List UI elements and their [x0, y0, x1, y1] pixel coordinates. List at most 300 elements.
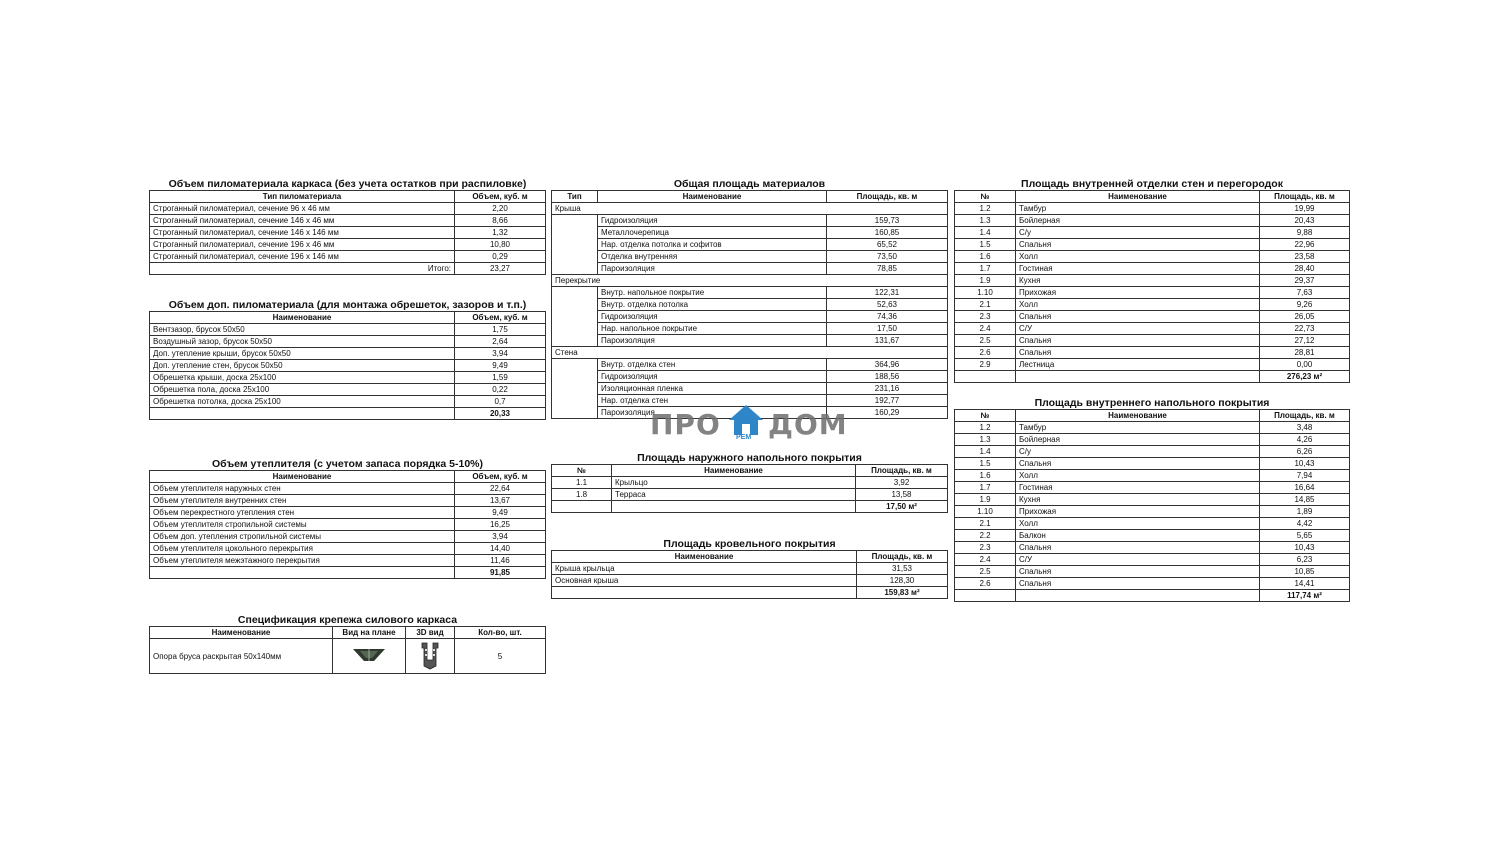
walls-section	[954, 178, 1350, 383]
col-header: Площадь, кв. м	[856, 465, 948, 477]
table-cell	[552, 335, 598, 347]
table-cell: 7,63	[1260, 287, 1350, 299]
table-cell: Внутр. отделка потолка	[598, 299, 827, 311]
table-cell: 7,94	[1260, 470, 1350, 482]
table-cell: Объем доп. утепления стропильной системы	[150, 531, 455, 543]
table-cell: Кухня	[1016, 275, 1260, 287]
table-cell	[552, 395, 598, 407]
table-cell: Объем перекрестного утепления стен	[150, 507, 455, 519]
table-cell: 13,67	[455, 495, 546, 507]
table-cell: 23,58	[1260, 251, 1350, 263]
table-cell: 1.2	[955, 203, 1016, 215]
logo-subtext: РЕМ	[736, 434, 752, 441]
table-row	[955, 578, 1350, 590]
extra-lumber-title: Объем доп. пиломатериала (для монтажа обрешеток, зазоров и т.п.)	[168, 299, 527, 311]
extra-lumber-table	[149, 311, 546, 420]
table-cell: 1,75	[455, 324, 546, 336]
outer-floor-title: Площадь наружного напольного покрытия	[637, 452, 862, 464]
table-row	[955, 287, 1350, 299]
table-cell: Крыша крыльца	[552, 563, 857, 575]
total-row	[150, 567, 546, 579]
table-cell: С/У	[1016, 554, 1260, 566]
total-row	[955, 590, 1350, 602]
col-header: Площадь, кв. м	[857, 551, 948, 563]
table-cell: С/У	[1016, 323, 1260, 335]
table-cell	[827, 347, 948, 359]
table-cell: 1,59	[455, 372, 546, 384]
table-cell: 9,49	[455, 360, 546, 372]
table-cell	[598, 347, 827, 359]
table-row	[955, 227, 1350, 239]
table-cell: 2.3	[955, 311, 1016, 323]
table-row	[150, 555, 546, 567]
table-cell	[150, 408, 455, 420]
extra-lumber-section	[149, 299, 546, 420]
table-row	[150, 324, 546, 336]
table-cell: Металлочерепица	[598, 227, 827, 239]
table-cell: 1.9	[955, 275, 1016, 287]
house-icon	[728, 404, 764, 436]
table-cell: Спальня	[1016, 239, 1260, 251]
table-cell: 2,64	[455, 336, 546, 348]
table-cell	[552, 215, 598, 227]
bracket-plan-icon	[333, 639, 406, 674]
table-row	[955, 323, 1350, 335]
table-cell: 19,99	[1260, 203, 1350, 215]
table-cell: 117,74 м²	[1260, 590, 1350, 602]
table-cell: 2.6	[955, 347, 1016, 359]
table-cell: Основная крыша	[552, 575, 857, 587]
table-cell: 2.5	[955, 566, 1016, 578]
table-cell: Спальня	[1016, 542, 1260, 554]
table-row	[955, 263, 1350, 275]
table-cell: 28,40	[1260, 263, 1350, 275]
table-cell	[552, 287, 598, 299]
table-row	[150, 360, 546, 372]
table-cell: Пароизоляция	[598, 263, 827, 275]
table-cell: 8,66	[455, 215, 546, 227]
table-cell	[552, 359, 598, 371]
table-row	[150, 483, 546, 495]
col-header: Наименование	[598, 191, 827, 203]
table-row	[150, 215, 546, 227]
table-cell: 1.5	[955, 239, 1016, 251]
table-cell: 2.4	[955, 323, 1016, 335]
table-row	[552, 227, 948, 239]
col-header: Наименование	[612, 465, 856, 477]
walls-title: Площадь внутренней отделки стен и перегородок	[1021, 178, 1283, 190]
table-cell: Крыльцо	[612, 477, 856, 489]
table-cell: 1.7	[955, 482, 1016, 494]
table-row	[150, 227, 546, 239]
table-cell: 2.5	[955, 335, 1016, 347]
table-row	[955, 506, 1350, 518]
table-cell	[552, 227, 598, 239]
logo-text-right: ДОМ	[768, 408, 848, 441]
table-cell	[552, 407, 598, 419]
table-row	[955, 299, 1350, 311]
table-cell: 26,05	[1260, 311, 1350, 323]
table-row	[955, 335, 1350, 347]
table-row	[552, 299, 948, 311]
table-row	[955, 542, 1350, 554]
table-cell: 14,41	[1260, 578, 1350, 590]
table-row	[955, 239, 1350, 251]
table-cell: 23,27	[455, 263, 546, 275]
table-cell: Строганный пиломатериал, сечение 196 х 46 мм	[150, 239, 455, 251]
table-cell: Гидроизоляция	[598, 311, 827, 323]
table-cell: 1.4	[955, 227, 1016, 239]
lumber-title: Объем пиломатериала каркаса (без учета остатков при распиловке)	[168, 178, 527, 190]
table-row	[955, 470, 1350, 482]
lumber-table	[149, 190, 546, 275]
table-cell: 1.7	[955, 263, 1016, 275]
col-header: Вид на плане	[333, 627, 406, 639]
table-row	[150, 336, 546, 348]
table-cell	[552, 299, 598, 311]
table-row	[552, 323, 948, 335]
table-cell: 159,73	[827, 215, 948, 227]
table-cell: 131,67	[827, 335, 948, 347]
insulation-table	[149, 470, 546, 579]
table-cell	[552, 311, 598, 323]
table-row	[150, 372, 546, 384]
table-cell: Воздушный зазор, брусок 50х50	[150, 336, 455, 348]
inner-floor-section	[954, 397, 1350, 602]
table-cell: С/у	[1016, 446, 1260, 458]
roof-table	[551, 550, 948, 599]
table-cell: 17,50 м²	[856, 501, 948, 513]
col-header: Объем, куб. м	[455, 471, 546, 483]
logo-text-left: ПРО	[650, 408, 721, 441]
table-row	[552, 575, 948, 587]
table-row	[150, 495, 546, 507]
table-row	[150, 239, 546, 251]
table-cell: 2.3	[955, 542, 1016, 554]
table-cell: Холл	[1016, 470, 1260, 482]
table-cell: Прихожая	[1016, 287, 1260, 299]
table-row	[552, 311, 948, 323]
table-cell: 3,94	[455, 531, 546, 543]
table-cell: 17,50	[827, 323, 948, 335]
table-cell: 65,52	[827, 239, 948, 251]
table-cell: 4,42	[1260, 518, 1350, 530]
table-cell: Спальня	[1016, 347, 1260, 359]
table-row	[955, 530, 1350, 542]
total-row	[150, 263, 546, 275]
roof-title: Площадь кровельного покрытия	[663, 538, 836, 550]
table-row	[955, 482, 1350, 494]
table-cell: 1.5	[955, 458, 1016, 470]
outer-floor-section	[551, 452, 948, 513]
col-header: Объем, куб. м	[455, 191, 546, 203]
table-row	[552, 359, 948, 371]
table-cell: Гидроизоляция	[598, 371, 827, 383]
table-cell: Обрешетка крыши, доска 25х100	[150, 372, 455, 384]
table-cell: Тамбур	[1016, 422, 1260, 434]
table-cell: Терраса	[612, 489, 856, 501]
table-row	[150, 507, 546, 519]
table-cell: 3,94	[455, 348, 546, 360]
table-row	[552, 263, 948, 275]
table-cell: 1.2	[955, 422, 1016, 434]
materials-section	[551, 178, 948, 419]
fasteners-table	[149, 626, 546, 674]
table-row	[150, 531, 546, 543]
table-cell: 10,85	[1260, 566, 1350, 578]
walls-table	[954, 190, 1350, 383]
fastener-name: Опора бруса раскрытая 50х140мм	[150, 639, 333, 674]
table-row	[955, 203, 1350, 215]
table-row	[150, 639, 546, 674]
table-row	[955, 518, 1350, 530]
table-cell: 2.4	[955, 554, 1016, 566]
table-row	[955, 554, 1350, 566]
table-cell: 16,25	[455, 519, 546, 531]
table-cell: 3,92	[856, 477, 948, 489]
table-cell: 159,83 м²	[857, 587, 948, 599]
table-row	[552, 477, 948, 489]
total-row	[552, 501, 948, 513]
bracket-3d-icon	[406, 639, 455, 674]
table-row	[150, 396, 546, 408]
table-row	[150, 348, 546, 360]
table-cell: С/у	[1016, 227, 1260, 239]
table-cell: Холл	[1016, 251, 1260, 263]
table-cell: Спальня	[1016, 566, 1260, 578]
table-cell	[612, 501, 856, 513]
table-cell: 91,85	[455, 567, 546, 579]
table-cell: Вентзазор, брусок 50х50	[150, 324, 455, 336]
insulation-title: Объем утеплителя (с учетом запаса порядка 5-10%)	[211, 458, 484, 470]
table-cell: 1.10	[955, 506, 1016, 518]
table-cell: Гидроизоляция	[598, 215, 827, 227]
table-cell: Внутр. напольное покрытие	[598, 287, 827, 299]
fastener-qty: 5	[455, 639, 546, 674]
table-cell	[827, 203, 948, 215]
table-cell	[955, 371, 1016, 383]
table-row	[552, 383, 948, 395]
table-cell: 6,26	[1260, 446, 1350, 458]
table-cell: Доп. утепление крыши, брусок 50х50	[150, 348, 455, 360]
table-cell: 20,33	[455, 408, 546, 420]
table-cell	[598, 203, 827, 215]
table-cell: 0,22	[455, 384, 546, 396]
table-cell: 276,23 м²	[1260, 371, 1350, 383]
table-cell: Отделка внутренняя	[598, 251, 827, 263]
table-cell: 1,32	[455, 227, 546, 239]
table-cell: 2,20	[455, 203, 546, 215]
table-row	[552, 489, 948, 501]
table-cell: Объем утеплителя стропильной системы	[150, 519, 455, 531]
table-cell: Спальня	[1016, 578, 1260, 590]
table-cell: 1.1	[552, 477, 612, 489]
col-header: 3D вид	[406, 627, 455, 639]
col-header: №	[552, 465, 612, 477]
table-cell: Крыша	[552, 203, 598, 215]
table-cell: 3,48	[1260, 422, 1350, 434]
group-row	[552, 275, 948, 287]
table-cell: 20,43	[1260, 215, 1350, 227]
group-row	[552, 347, 948, 359]
table-cell: Пароизоляция	[598, 335, 827, 347]
col-header: №	[955, 191, 1016, 203]
table-cell: 1.4	[955, 446, 1016, 458]
table-cell: 1.3	[955, 215, 1016, 227]
table-cell: Кухня	[1016, 494, 1260, 506]
table-cell: 29,37	[1260, 275, 1350, 287]
table-cell: Строганный пиломатериал, сечение 146 х 146 мм	[150, 227, 455, 239]
insulation-section	[149, 458, 546, 579]
total-row	[955, 371, 1350, 383]
table-cell: Бойлерная	[1016, 215, 1260, 227]
table-cell: 10,43	[1260, 542, 1350, 554]
table-cell: 14,40	[455, 543, 546, 555]
col-header: Площадь, кв. м	[827, 191, 948, 203]
table-cell: Объем утеплителя межэтажного перекрытия	[150, 555, 455, 567]
table-cell: Гостиная	[1016, 263, 1260, 275]
table-cell: 14,85	[1260, 494, 1350, 506]
table-row	[552, 371, 948, 383]
table-cell: Обрешетка пола, доска 25х100	[150, 384, 455, 396]
table-cell: 188,56	[827, 371, 948, 383]
table-cell: 122,31	[827, 287, 948, 299]
table-cell: 4,26	[1260, 434, 1350, 446]
inner-floor-table	[954, 409, 1350, 602]
col-header: Наименование	[1016, 410, 1260, 422]
table-cell: Холл	[1016, 299, 1260, 311]
total-row	[552, 587, 948, 599]
table-row	[955, 458, 1350, 470]
table-cell: 9,49	[455, 507, 546, 519]
table-cell: Стена	[552, 347, 598, 359]
table-cell	[552, 251, 598, 263]
table-cell: Тамбур	[1016, 203, 1260, 215]
table-cell: 27,12	[1260, 335, 1350, 347]
table-cell: 128,30	[857, 575, 948, 587]
table-row	[150, 251, 546, 263]
table-cell: 13,58	[856, 489, 948, 501]
table-cell: 74,36	[827, 311, 948, 323]
table-cell	[1016, 590, 1260, 602]
table-cell: Строганный пиломатериал, сечение 146 х 46 мм	[150, 215, 455, 227]
table-cell: 10,80	[455, 239, 546, 251]
table-row	[955, 446, 1350, 458]
table-cell: 78,85	[827, 263, 948, 275]
table-cell: 9,26	[1260, 299, 1350, 311]
col-header: Площадь, кв. м	[1260, 191, 1350, 203]
table-cell: 1.3	[955, 434, 1016, 446]
table-row	[552, 563, 948, 575]
col-header: Площадь, кв. м	[1260, 410, 1350, 422]
table-cell	[150, 567, 455, 579]
outer-floor-table	[551, 464, 948, 513]
table-cell: 11,46	[455, 555, 546, 567]
table-row	[955, 422, 1350, 434]
col-header: Тип пиломатериала	[150, 191, 455, 203]
fasteners-section	[149, 614, 546, 674]
table-cell: 2.2	[955, 530, 1016, 542]
table-cell: 1.10	[955, 287, 1016, 299]
table-cell: Нар. отделка потолка и софитов	[598, 239, 827, 251]
table-cell: 192,77	[827, 395, 948, 407]
inner-floor-title: Площадь внутреннего напольного покрытия	[1034, 397, 1270, 409]
table-cell	[827, 275, 948, 287]
table-cell: Спальня	[1016, 458, 1260, 470]
col-header: №	[955, 410, 1016, 422]
table-cell: 2.1	[955, 299, 1016, 311]
table-row	[955, 359, 1350, 371]
table-row	[955, 275, 1350, 287]
table-cell	[552, 323, 598, 335]
table-cell	[598, 275, 827, 287]
table-row	[955, 251, 1350, 263]
table-row	[955, 215, 1350, 227]
fasteners-title: Спецификация крепежа силового каркаса	[237, 614, 458, 626]
table-cell: Объем утеплителя внутренних стен	[150, 495, 455, 507]
table-cell: 1.6	[955, 251, 1016, 263]
table-cell: Прихожая	[1016, 506, 1260, 518]
materials-table	[551, 190, 948, 419]
logo-watermark	[650, 404, 850, 444]
col-header: Наименование	[150, 312, 455, 324]
materials-title: Общая площадь материалов	[673, 178, 826, 190]
table-cell: Итого:	[150, 263, 455, 275]
table-cell: Объем утеплителя цокольного перекрытия	[150, 543, 455, 555]
col-header: Тип	[552, 191, 598, 203]
table-cell: 1.6	[955, 470, 1016, 482]
table-cell: 0,00	[1260, 359, 1350, 371]
col-header: Наименование	[552, 551, 857, 563]
table-cell: 2.9	[955, 359, 1016, 371]
table-cell	[552, 263, 598, 275]
table-cell: 6,23	[1260, 554, 1350, 566]
table-cell	[955, 590, 1016, 602]
table-cell: 28,81	[1260, 347, 1350, 359]
table-cell: 0,29	[455, 251, 546, 263]
table-row	[150, 203, 546, 215]
col-header: Кол-во, шт.	[455, 627, 546, 639]
table-cell: Нар. напольное покрытие	[598, 323, 827, 335]
table-cell: 1.8	[552, 489, 612, 501]
table-cell	[552, 239, 598, 251]
table-cell: Спальня	[1016, 335, 1260, 347]
table-cell: 73,50	[827, 251, 948, 263]
table-row	[955, 311, 1350, 323]
table-cell: Балкон	[1016, 530, 1260, 542]
table-cell: Обрешетка потолка, доска 25х100	[150, 396, 455, 408]
table-cell: 16,64	[1260, 482, 1350, 494]
table-row	[955, 566, 1350, 578]
table-cell: 0,7	[455, 396, 546, 408]
table-cell: 160,85	[827, 227, 948, 239]
table-cell: Нар. отделка стен	[598, 395, 827, 407]
lumber-section	[149, 178, 546, 275]
table-cell: 22,73	[1260, 323, 1350, 335]
table-cell: Гостиная	[1016, 482, 1260, 494]
table-row	[955, 494, 1350, 506]
table-cell: 160,29	[827, 407, 948, 419]
table-cell: Доп. утепление стен, брусок 50х50	[150, 360, 455, 372]
table-cell: Строганный пиломатериал, сечение 196 х 146 мм	[150, 251, 455, 263]
table-cell: Изоляционная пленка	[598, 383, 827, 395]
table-cell: Холл	[1016, 518, 1260, 530]
total-row	[150, 408, 546, 420]
table-cell: 31,53	[857, 563, 948, 575]
table-cell: Пароизоляция	[598, 407, 827, 419]
table-row	[552, 251, 948, 263]
table-cell: Спальня	[1016, 311, 1260, 323]
